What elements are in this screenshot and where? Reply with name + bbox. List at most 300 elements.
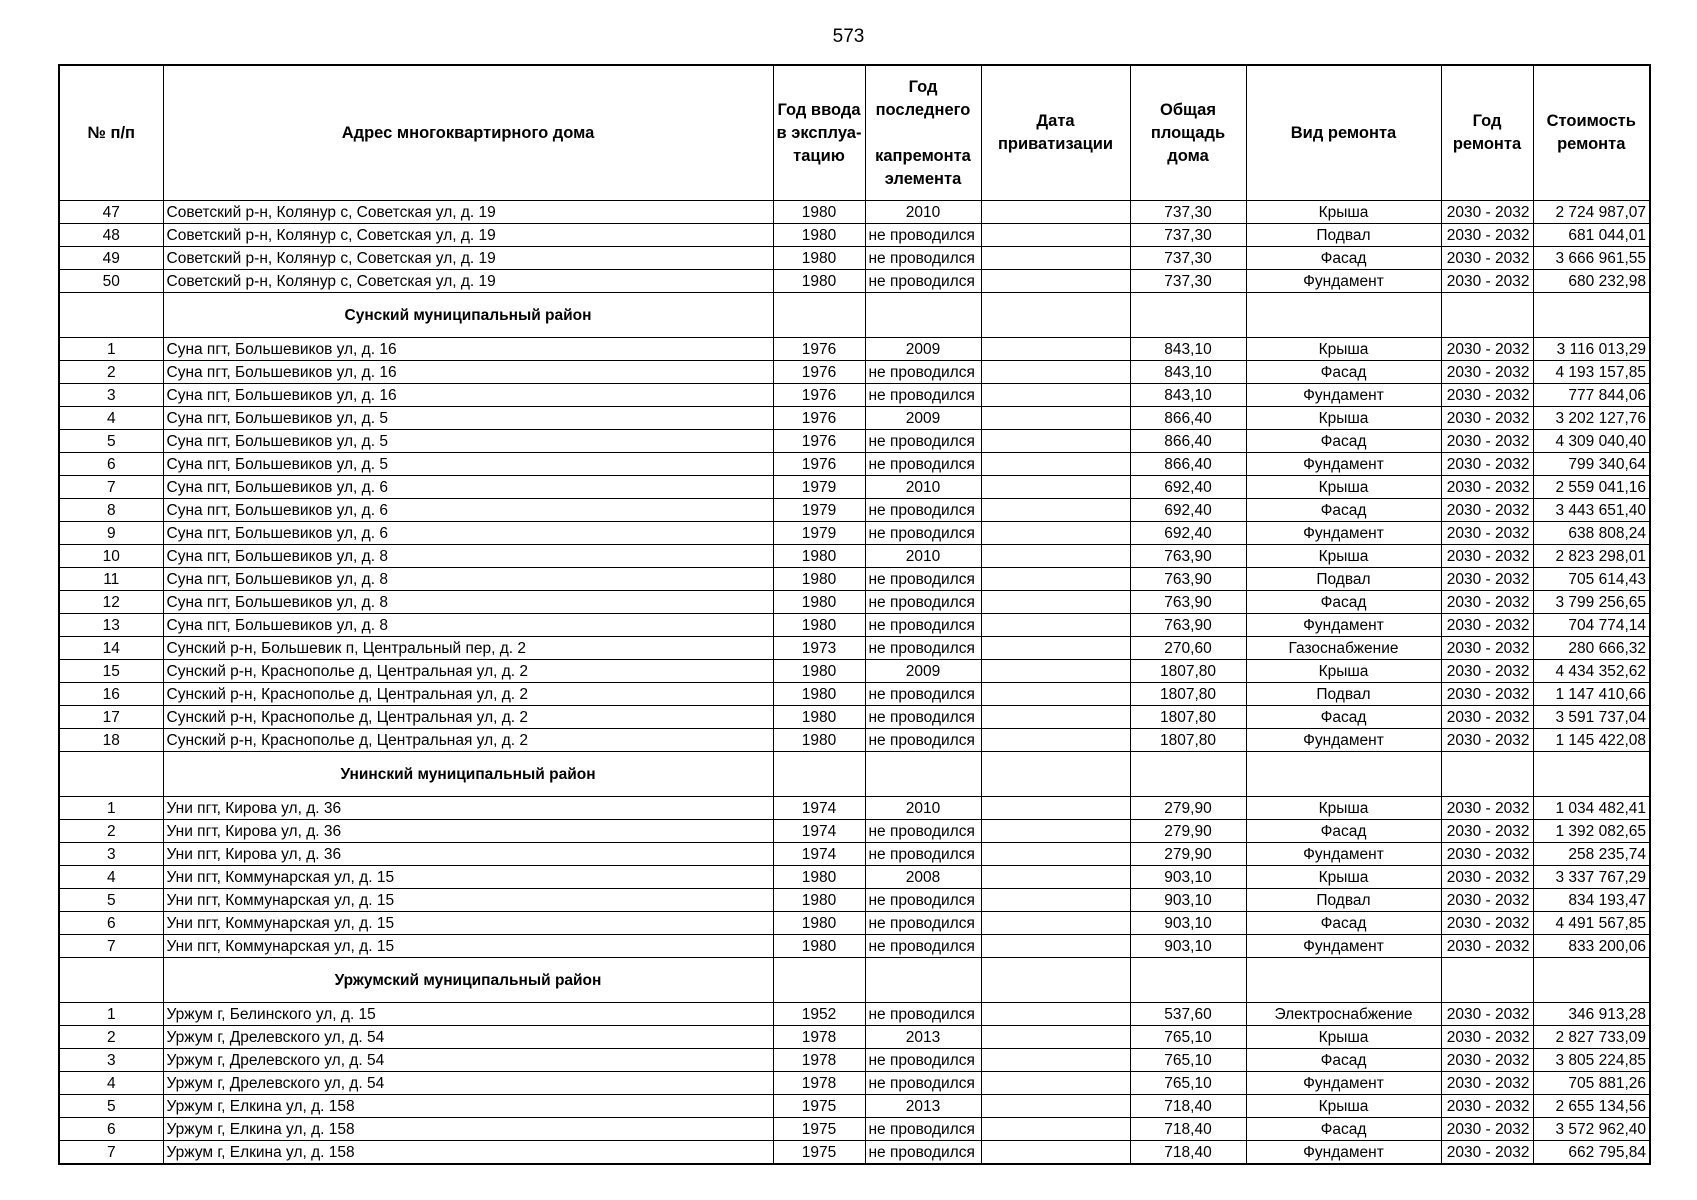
cell-area: 718,40 bbox=[1130, 1095, 1246, 1118]
cell-cost: 4 434 352,62 bbox=[1533, 660, 1650, 683]
cell-address: Суна пгт, Большевиков ул, д. 16 bbox=[163, 338, 773, 361]
cell-address: Суна пгт, Большевиков ул, д. 16 bbox=[163, 361, 773, 384]
cell-repair-year: 2030 - 2032 bbox=[1441, 637, 1533, 660]
cell-area: 692,40 bbox=[1130, 476, 1246, 499]
cell-repair-year: 2030 - 2032 bbox=[1441, 660, 1533, 683]
cell-privatization bbox=[981, 614, 1130, 637]
cell-num: 12 bbox=[59, 591, 163, 614]
cell-year-built: 1952 bbox=[773, 1003, 865, 1026]
cell-last-repair: не проводился bbox=[865, 843, 981, 866]
col-header-repair-type: Вид ремонта bbox=[1246, 65, 1441, 201]
cell-year-built: 1976 bbox=[773, 407, 865, 430]
section-header-row bbox=[59, 752, 1650, 797]
cell-last-repair: не проводился bbox=[865, 1141, 981, 1165]
section-empty-cell bbox=[59, 293, 163, 338]
cell-repair-year: 2030 - 2032 bbox=[1441, 568, 1533, 591]
cell-last-repair: 2010 bbox=[865, 545, 981, 568]
cell-cost: 4 491 567,85 bbox=[1533, 912, 1650, 935]
cell-repair-year: 2030 - 2032 bbox=[1441, 591, 1533, 614]
cell-cost: 799 340,64 bbox=[1533, 453, 1650, 476]
cell-repair-year: 2030 - 2032 bbox=[1441, 1003, 1533, 1026]
cell-repair-type: Фундамент bbox=[1246, 1072, 1441, 1095]
cell-year-built: 1980 bbox=[773, 545, 865, 568]
cell-cost: 2 724 987,07 bbox=[1533, 201, 1650, 224]
table-row bbox=[59, 889, 1650, 912]
section-empty-cell bbox=[1533, 752, 1650, 797]
cell-area: 537,60 bbox=[1130, 1003, 1246, 1026]
section-empty-cell bbox=[981, 293, 1130, 338]
table-row bbox=[59, 1072, 1650, 1095]
table-row bbox=[59, 591, 1650, 614]
cell-repair-type: Фасад bbox=[1246, 820, 1441, 843]
cell-area: 1807,80 bbox=[1130, 660, 1246, 683]
cell-address: Суна пгт, Большевиков ул, д. 6 bbox=[163, 499, 773, 522]
table-row bbox=[59, 476, 1650, 499]
page-number: 573 bbox=[832, 26, 865, 47]
cell-repair-type: Подвал bbox=[1246, 683, 1441, 706]
cell-address: Советский р-н, Колянур с, Советская ул, д. 19 bbox=[163, 224, 773, 247]
cell-num: 7 bbox=[59, 1141, 163, 1165]
cell-address: Советский р-н, Колянур с, Советская ул, д. 19 bbox=[163, 270, 773, 293]
cell-area: 692,40 bbox=[1130, 522, 1246, 545]
cell-repair-year: 2030 - 2032 bbox=[1441, 889, 1533, 912]
cell-num: 6 bbox=[59, 912, 163, 935]
cell-repair-year: 2030 - 2032 bbox=[1441, 1118, 1533, 1141]
cell-repair-type: Крыша bbox=[1246, 476, 1441, 499]
cell-privatization bbox=[981, 407, 1130, 430]
cell-repair-type: Газоснабжение bbox=[1246, 637, 1441, 660]
col-header-cost: Стоимость ремонта bbox=[1533, 65, 1650, 201]
cell-repair-type: Фундамент bbox=[1246, 453, 1441, 476]
cell-cost: 705 881,26 bbox=[1533, 1072, 1650, 1095]
table-row bbox=[59, 683, 1650, 706]
cell-area: 279,90 bbox=[1130, 843, 1246, 866]
cell-cost: 1 034 482,41 bbox=[1533, 797, 1650, 820]
cell-last-repair: 2013 bbox=[865, 1026, 981, 1049]
cell-last-repair: не проводился bbox=[865, 637, 981, 660]
table-row bbox=[59, 361, 1650, 384]
cell-address: Уржум г, Дрелевского ул, д. 54 bbox=[163, 1072, 773, 1095]
cell-last-repair: не проводился bbox=[865, 499, 981, 522]
table-row bbox=[59, 912, 1650, 935]
cell-cost: 777 844,06 bbox=[1533, 384, 1650, 407]
cell-repair-year: 2030 - 2032 bbox=[1441, 1049, 1533, 1072]
col-header-area: Общая площадь дома bbox=[1130, 65, 1246, 201]
section-title: Унинский муниципальный район bbox=[163, 752, 773, 797]
section-title: Сунский муниципальный район bbox=[163, 293, 773, 338]
cell-last-repair: не проводился bbox=[865, 1003, 981, 1026]
cell-area: 866,40 bbox=[1130, 407, 1246, 430]
section-empty-cell bbox=[1130, 958, 1246, 1003]
cell-address: Суна пгт, Большевиков ул, д. 8 bbox=[163, 614, 773, 637]
cell-last-repair: 2010 bbox=[865, 797, 981, 820]
repair-register-table bbox=[58, 64, 1651, 1165]
cell-area: 765,10 bbox=[1130, 1072, 1246, 1095]
cell-num: 8 bbox=[59, 499, 163, 522]
cell-repair-type: Крыша bbox=[1246, 866, 1441, 889]
cell-repair-type: Подвал bbox=[1246, 568, 1441, 591]
cell-area: 763,90 bbox=[1130, 614, 1246, 637]
cell-area: 737,30 bbox=[1130, 270, 1246, 293]
table-row bbox=[59, 1049, 1650, 1072]
cell-year-built: 1980 bbox=[773, 683, 865, 706]
cell-num: 1 bbox=[59, 338, 163, 361]
cell-area: 718,40 bbox=[1130, 1118, 1246, 1141]
section-empty-cell bbox=[1533, 293, 1650, 338]
cell-repair-year: 2030 - 2032 bbox=[1441, 499, 1533, 522]
cell-repair-year: 2030 - 2032 bbox=[1441, 912, 1533, 935]
cell-repair-year: 2030 - 2032 bbox=[1441, 247, 1533, 270]
cell-last-repair: не проводился bbox=[865, 361, 981, 384]
cell-repair-year: 2030 - 2032 bbox=[1441, 407, 1533, 430]
cell-address: Суна пгт, Большевиков ул, д. 5 bbox=[163, 453, 773, 476]
cell-address: Сунский р-н, Краснополье д, Центральная ул, д. 2 bbox=[163, 706, 773, 729]
cell-cost: 3 116 013,29 bbox=[1533, 338, 1650, 361]
cell-repair-type: Подвал bbox=[1246, 889, 1441, 912]
cell-cost: 3 202 127,76 bbox=[1533, 407, 1650, 430]
cell-year-built: 1980 bbox=[773, 270, 865, 293]
cell-num: 49 bbox=[59, 247, 163, 270]
cell-last-repair: не проводился bbox=[865, 912, 981, 935]
cell-cost: 280 666,32 bbox=[1533, 637, 1650, 660]
cell-repair-year: 2030 - 2032 bbox=[1441, 270, 1533, 293]
cell-repair-year: 2030 - 2032 bbox=[1441, 820, 1533, 843]
cell-area: 903,10 bbox=[1130, 912, 1246, 935]
table-row bbox=[59, 247, 1650, 270]
cell-privatization bbox=[981, 270, 1130, 293]
col-header-last-repair: Год последнего капремонта элемента bbox=[865, 65, 981, 201]
cell-repair-year: 2030 - 2032 bbox=[1441, 361, 1533, 384]
cell-repair-year: 2030 - 2032 bbox=[1441, 935, 1533, 958]
cell-last-repair: не проводился bbox=[865, 568, 981, 591]
cell-area: 1807,80 bbox=[1130, 706, 1246, 729]
cell-privatization bbox=[981, 866, 1130, 889]
cell-year-built: 1980 bbox=[773, 889, 865, 912]
cell-privatization bbox=[981, 637, 1130, 660]
cell-repair-type: Фасад bbox=[1246, 430, 1441, 453]
cell-repair-type: Крыша bbox=[1246, 201, 1441, 224]
cell-privatization bbox=[981, 1141, 1130, 1165]
cell-address: Суна пгт, Большевиков ул, д. 16 bbox=[163, 384, 773, 407]
cell-year-built: 1979 bbox=[773, 476, 865, 499]
cell-num: 17 bbox=[59, 706, 163, 729]
cell-num: 5 bbox=[59, 1095, 163, 1118]
cell-area: 866,40 bbox=[1130, 430, 1246, 453]
cell-year-built: 1978 bbox=[773, 1026, 865, 1049]
cell-address: Сунский р-н, Краснополье д, Центральная ул, д. 2 bbox=[163, 683, 773, 706]
cell-repair-year: 2030 - 2032 bbox=[1441, 224, 1533, 247]
cell-repair-year: 2030 - 2032 bbox=[1441, 430, 1533, 453]
cell-area: 763,90 bbox=[1130, 591, 1246, 614]
cell-area: 765,10 bbox=[1130, 1049, 1246, 1072]
cell-privatization bbox=[981, 361, 1130, 384]
cell-last-repair: не проводился bbox=[865, 706, 981, 729]
cell-cost: 3 805 224,85 bbox=[1533, 1049, 1650, 1072]
cell-year-built: 1979 bbox=[773, 499, 865, 522]
cell-num: 6 bbox=[59, 453, 163, 476]
cell-last-repair: не проводился bbox=[865, 384, 981, 407]
cell-year-built: 1980 bbox=[773, 660, 865, 683]
cell-repair-year: 2030 - 2032 bbox=[1441, 1026, 1533, 1049]
cell-repair-year: 2030 - 2032 bbox=[1441, 522, 1533, 545]
cell-repair-type: Фундамент bbox=[1246, 843, 1441, 866]
cell-area: 718,40 bbox=[1130, 1141, 1246, 1165]
cell-address: Суна пгт, Большевиков ул, д. 6 bbox=[163, 522, 773, 545]
section-header-row bbox=[59, 958, 1650, 1003]
cell-cost: 4 193 157,85 bbox=[1533, 361, 1650, 384]
table-row bbox=[59, 384, 1650, 407]
section-empty-cell bbox=[981, 958, 1130, 1003]
table-row bbox=[59, 729, 1650, 752]
cell-repair-type: Крыша bbox=[1246, 1026, 1441, 1049]
cell-num: 10 bbox=[59, 545, 163, 568]
cell-repair-type: Крыша bbox=[1246, 660, 1441, 683]
cell-num: 4 bbox=[59, 866, 163, 889]
cell-privatization bbox=[981, 1003, 1130, 1026]
cell-last-repair: 2009 bbox=[865, 338, 981, 361]
col-header-address: Адрес многоквартирного дома bbox=[163, 65, 773, 201]
cell-address: Уни пгт, Коммунарская ул, д. 15 bbox=[163, 912, 773, 935]
cell-address: Сунский р-н, Краснополье д, Центральная ул, д. 2 bbox=[163, 729, 773, 752]
table-row bbox=[59, 1095, 1650, 1118]
section-empty-cell bbox=[1130, 752, 1246, 797]
section-empty-cell bbox=[865, 958, 981, 1003]
cell-last-repair: 2008 bbox=[865, 866, 981, 889]
cell-last-repair: не проводился bbox=[865, 683, 981, 706]
cell-area: 765,10 bbox=[1130, 1026, 1246, 1049]
cell-privatization bbox=[981, 797, 1130, 820]
cell-last-repair: не проводился bbox=[865, 591, 981, 614]
cell-num: 1 bbox=[59, 1003, 163, 1026]
cell-privatization bbox=[981, 453, 1130, 476]
cell-cost: 680 232,98 bbox=[1533, 270, 1650, 293]
cell-privatization bbox=[981, 384, 1130, 407]
cell-cost: 1 147 410,66 bbox=[1533, 683, 1650, 706]
table-row bbox=[59, 224, 1650, 247]
cell-year-built: 1980 bbox=[773, 912, 865, 935]
cell-last-repair: 2009 bbox=[865, 407, 981, 430]
cell-address: Суна пгт, Большевиков ул, д. 8 bbox=[163, 545, 773, 568]
cell-year-built: 1974 bbox=[773, 820, 865, 843]
cell-repair-year: 2030 - 2032 bbox=[1441, 729, 1533, 752]
cell-address: Суна пгт, Большевиков ул, д. 5 bbox=[163, 430, 773, 453]
cell-num: 7 bbox=[59, 476, 163, 499]
cell-address: Уржум г, Белинского ул, д. 15 bbox=[163, 1003, 773, 1026]
table-row bbox=[59, 270, 1650, 293]
col-header-privatization: Дата приватизации bbox=[981, 65, 1130, 201]
cell-address: Уни пгт, Кирова ул, д. 36 bbox=[163, 820, 773, 843]
table-row bbox=[59, 660, 1650, 683]
cell-repair-type: Фасад bbox=[1246, 1118, 1441, 1141]
section-empty-cell bbox=[773, 293, 865, 338]
cell-privatization bbox=[981, 660, 1130, 683]
cell-year-built: 1976 bbox=[773, 338, 865, 361]
cell-num: 16 bbox=[59, 683, 163, 706]
cell-cost: 346 913,28 bbox=[1533, 1003, 1650, 1026]
cell-num: 5 bbox=[59, 889, 163, 912]
cell-year-built: 1975 bbox=[773, 1141, 865, 1165]
cell-address: Сунский р-н, Краснополье д, Центральная ул, д. 2 bbox=[163, 660, 773, 683]
cell-cost: 3 666 961,55 bbox=[1533, 247, 1650, 270]
cell-repair-type: Фасад bbox=[1246, 591, 1441, 614]
cell-year-built: 1980 bbox=[773, 614, 865, 637]
cell-cost: 4 309 040,40 bbox=[1533, 430, 1650, 453]
cell-repair-year: 2030 - 2032 bbox=[1441, 453, 1533, 476]
cell-num: 1 bbox=[59, 797, 163, 820]
cell-privatization bbox=[981, 568, 1130, 591]
cell-last-repair: не проводился bbox=[865, 1049, 981, 1072]
cell-privatization bbox=[981, 430, 1130, 453]
cell-privatization bbox=[981, 224, 1130, 247]
table-row bbox=[59, 201, 1650, 224]
cell-cost: 681 044,01 bbox=[1533, 224, 1650, 247]
cell-privatization bbox=[981, 338, 1130, 361]
cell-num: 9 bbox=[59, 522, 163, 545]
cell-privatization bbox=[981, 1072, 1130, 1095]
cell-last-repair: не проводился bbox=[865, 522, 981, 545]
table-row bbox=[59, 820, 1650, 843]
table-row bbox=[59, 545, 1650, 568]
cell-last-repair: не проводился bbox=[865, 224, 981, 247]
cell-repair-type: Фасад bbox=[1246, 1049, 1441, 1072]
cell-area: 866,40 bbox=[1130, 453, 1246, 476]
cell-privatization bbox=[981, 706, 1130, 729]
cell-privatization bbox=[981, 843, 1130, 866]
cell-area: 843,10 bbox=[1130, 338, 1246, 361]
cell-cost: 2 559 041,16 bbox=[1533, 476, 1650, 499]
cell-address: Уржум г, Елкина ул, д. 158 bbox=[163, 1141, 773, 1165]
cell-cost: 834 193,47 bbox=[1533, 889, 1650, 912]
cell-num: 7 bbox=[59, 935, 163, 958]
table-row bbox=[59, 935, 1650, 958]
section-empty-cell bbox=[1246, 958, 1441, 1003]
cell-cost: 638 808,24 bbox=[1533, 522, 1650, 545]
cell-year-built: 1978 bbox=[773, 1049, 865, 1072]
table-row bbox=[59, 522, 1650, 545]
cell-last-repair: не проводился bbox=[865, 453, 981, 476]
cell-year-built: 1980 bbox=[773, 706, 865, 729]
cell-repair-year: 2030 - 2032 bbox=[1441, 476, 1533, 499]
section-empty-cell bbox=[1246, 752, 1441, 797]
cell-area: 843,10 bbox=[1130, 384, 1246, 407]
cell-repair-type: Фасад bbox=[1246, 499, 1441, 522]
cell-area: 903,10 bbox=[1130, 935, 1246, 958]
cell-area: 270,60 bbox=[1130, 637, 1246, 660]
cell-year-built: 1973 bbox=[773, 637, 865, 660]
section-empty-cell bbox=[59, 752, 163, 797]
cell-year-built: 1980 bbox=[773, 866, 865, 889]
cell-num: 48 bbox=[59, 224, 163, 247]
cell-repair-type: Фасад bbox=[1246, 247, 1441, 270]
col-header-num: № п/п bbox=[59, 65, 163, 201]
cell-repair-type: Фундамент bbox=[1246, 270, 1441, 293]
cell-num: 2 bbox=[59, 820, 163, 843]
cell-repair-year: 2030 - 2032 bbox=[1441, 614, 1533, 637]
cell-area: 737,30 bbox=[1130, 201, 1246, 224]
cell-year-built: 1980 bbox=[773, 729, 865, 752]
cell-repair-year: 2030 - 2032 bbox=[1441, 706, 1533, 729]
cell-cost: 2 823 298,01 bbox=[1533, 545, 1650, 568]
cell-repair-year: 2030 - 2032 bbox=[1441, 1072, 1533, 1095]
cell-area: 279,90 bbox=[1130, 820, 1246, 843]
cell-last-repair: 2010 bbox=[865, 476, 981, 499]
cell-year-built: 1980 bbox=[773, 247, 865, 270]
cell-address: Уржум г, Дрелевского ул, д. 54 bbox=[163, 1049, 773, 1072]
table-row bbox=[59, 568, 1650, 591]
cell-year-built: 1980 bbox=[773, 591, 865, 614]
section-empty-cell bbox=[865, 752, 981, 797]
cell-last-repair: не проводился bbox=[865, 614, 981, 637]
cell-year-built: 1978 bbox=[773, 1072, 865, 1095]
section-header-row bbox=[59, 293, 1650, 338]
section-empty-cell bbox=[1246, 293, 1441, 338]
cell-cost: 704 774,14 bbox=[1533, 614, 1650, 637]
cell-privatization bbox=[981, 1118, 1130, 1141]
cell-num: 50 bbox=[59, 270, 163, 293]
cell-repair-type: Крыша bbox=[1246, 545, 1441, 568]
cell-cost: 833 200,06 bbox=[1533, 935, 1650, 958]
cell-address: Советский р-н, Колянур с, Советская ул, д. 19 bbox=[163, 247, 773, 270]
cell-repair-year: 2030 - 2032 bbox=[1441, 843, 1533, 866]
cell-repair-type: Фундамент bbox=[1246, 384, 1441, 407]
cell-num: 15 bbox=[59, 660, 163, 683]
cell-repair-year: 2030 - 2032 bbox=[1441, 1141, 1533, 1165]
cell-area: 843,10 bbox=[1130, 361, 1246, 384]
cell-cost: 1 145 422,08 bbox=[1533, 729, 1650, 752]
cell-year-built: 1975 bbox=[773, 1118, 865, 1141]
cell-privatization bbox=[981, 499, 1130, 522]
table-row bbox=[59, 407, 1650, 430]
table-body bbox=[59, 201, 1650, 1165]
section-empty-cell bbox=[59, 958, 163, 1003]
cell-address: Советский р-н, Колянур с, Советская ул, д. 19 bbox=[163, 201, 773, 224]
cell-repair-type: Фундамент bbox=[1246, 1141, 1441, 1165]
cell-repair-type: Крыша bbox=[1246, 1095, 1441, 1118]
cell-last-repair: не проводился bbox=[865, 270, 981, 293]
cell-cost: 3 591 737,04 bbox=[1533, 706, 1650, 729]
section-empty-cell bbox=[865, 293, 981, 338]
cell-num: 4 bbox=[59, 407, 163, 430]
cell-num: 18 bbox=[59, 729, 163, 752]
cell-privatization bbox=[981, 201, 1130, 224]
cell-address: Уржум г, Елкина ул, д. 158 bbox=[163, 1095, 773, 1118]
table-row bbox=[59, 1118, 1650, 1141]
cell-address: Уржум г, Дрелевского ул, д. 54 bbox=[163, 1026, 773, 1049]
cell-repair-year: 2030 - 2032 bbox=[1441, 545, 1533, 568]
cell-area: 1807,80 bbox=[1130, 683, 1246, 706]
header-row bbox=[59, 65, 1650, 201]
col-header-repair-year: Год ремонта bbox=[1441, 65, 1533, 201]
table-row bbox=[59, 1026, 1650, 1049]
section-empty-cell bbox=[773, 958, 865, 1003]
cell-repair-type: Подвал bbox=[1246, 224, 1441, 247]
cell-privatization bbox=[981, 820, 1130, 843]
cell-num: 3 bbox=[59, 384, 163, 407]
cell-cost: 2 655 134,56 bbox=[1533, 1095, 1650, 1118]
cell-year-built: 1974 bbox=[773, 797, 865, 820]
cell-last-repair: не проводился bbox=[865, 1072, 981, 1095]
cell-privatization bbox=[981, 889, 1130, 912]
section-empty-cell bbox=[981, 752, 1130, 797]
cell-privatization bbox=[981, 729, 1130, 752]
cell-privatization bbox=[981, 683, 1130, 706]
cell-area: 737,30 bbox=[1130, 224, 1246, 247]
table-row bbox=[59, 430, 1650, 453]
cell-num: 47 bbox=[59, 201, 163, 224]
cell-last-repair: не проводился bbox=[865, 1118, 981, 1141]
cell-year-built: 1976 bbox=[773, 361, 865, 384]
cell-area: 903,10 bbox=[1130, 866, 1246, 889]
